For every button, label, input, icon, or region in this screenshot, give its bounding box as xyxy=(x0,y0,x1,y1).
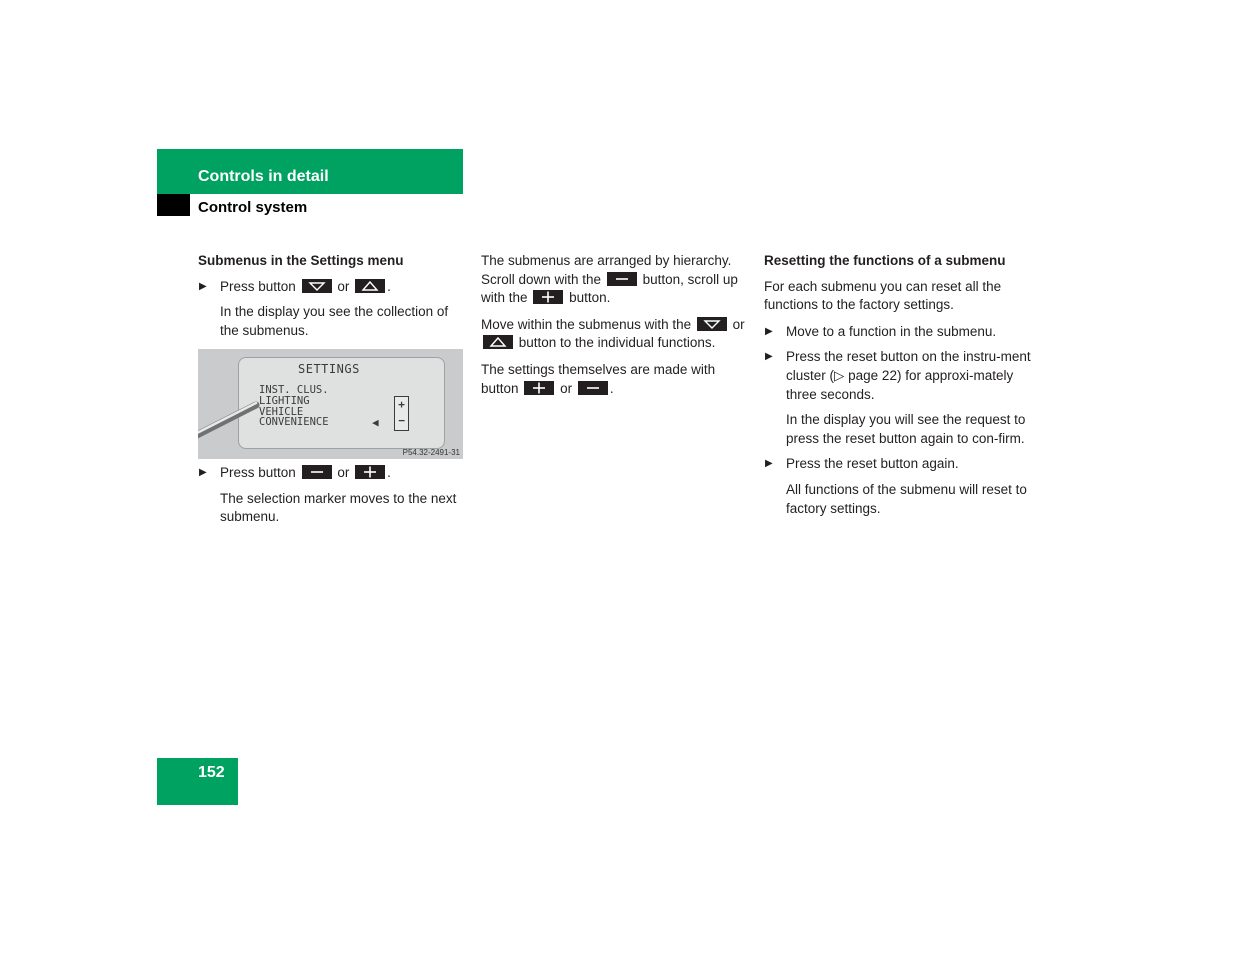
plus-sign: + xyxy=(398,398,405,411)
plus-button-icon xyxy=(524,381,554,395)
minus-button-icon xyxy=(302,465,332,479)
paragraph-settings: The settings themselves are made with button or . xyxy=(481,361,716,396)
step-press-reset-again: ▶ Press the reset button again. xyxy=(764,455,1032,474)
step-move-function: ▶ Move to a function in the submenu. xyxy=(764,323,1032,342)
column-1 xyxy=(198,252,464,347)
up-button-icon xyxy=(355,279,385,293)
paragraph-intro: For each submenu you can reset all the functions to the factory settings. xyxy=(764,278,1002,313)
bullet-arrow-icon: ▶ xyxy=(765,325,773,337)
down-button-icon xyxy=(697,317,727,331)
step-press-scroll: ▶ Press button or . xyxy=(198,278,464,297)
display-item: VEHICLE xyxy=(259,405,304,418)
figure-code: P54.32-2491-31 xyxy=(402,448,460,457)
display-item: INST. CLUS. xyxy=(259,384,329,396)
column-2 xyxy=(481,252,749,406)
display-item: LIGHTING xyxy=(259,394,310,407)
minus-sign: − xyxy=(398,414,405,427)
column-3 xyxy=(764,252,1032,525)
section-marker xyxy=(157,194,190,216)
up-button-icon xyxy=(483,335,513,349)
section-title: Control system xyxy=(198,199,308,216)
plus-button-icon xyxy=(355,465,385,479)
note-request: In the display you will see the request to press the reset button again to con-firm. xyxy=(786,412,1026,446)
display-title: SETTINGS xyxy=(298,362,360,376)
section-heading: Submenus in the Settings menu xyxy=(198,253,404,268)
minus-button-icon xyxy=(578,381,608,395)
page-number: 152 xyxy=(198,764,225,781)
section-heading: Resetting the functions of a submenu xyxy=(764,253,1006,268)
down-button-icon xyxy=(302,279,332,293)
step-press-reset: ▶ Press the reset button on the instru-ment cluster (▷ page 22) for approxi-mately three seconds. xyxy=(765,349,1031,402)
pointer-pen-icon xyxy=(198,349,463,459)
display-item: CONVENIENCE xyxy=(259,416,329,429)
paragraph-hierarchy: The submenus are arranged by hierarchy. Scroll down with the button, scroll up with the button. xyxy=(481,253,738,306)
minus-button-icon xyxy=(607,272,637,286)
bullet-arrow-icon: ▶ xyxy=(199,280,207,292)
note-collection: In the display you see the collection of the submenus. xyxy=(220,304,449,338)
paragraph-move: Move within the submenus with the or button to the individual functions. xyxy=(481,316,745,351)
bullet-arrow-icon: ▶ xyxy=(765,351,773,363)
note-marker: The selection marker moves to the next submenu. xyxy=(220,490,457,525)
note-reset-result: All functions of the submenu will reset to factory settings. xyxy=(786,481,1027,516)
chapter-title: Controls in detail xyxy=(198,168,329,185)
page-reference-link[interactable]: ▷ page 22 xyxy=(834,367,897,383)
bullet-arrow-icon: ▶ xyxy=(765,458,773,470)
column-1-lower xyxy=(198,464,464,534)
bullet-arrow-icon: ▶ xyxy=(199,467,207,478)
display-illustration xyxy=(198,349,463,459)
selection-marker-icon: ◀ xyxy=(372,416,379,429)
step-press-select: ▶ Press button or . xyxy=(198,464,464,483)
plus-button-icon xyxy=(533,290,563,304)
